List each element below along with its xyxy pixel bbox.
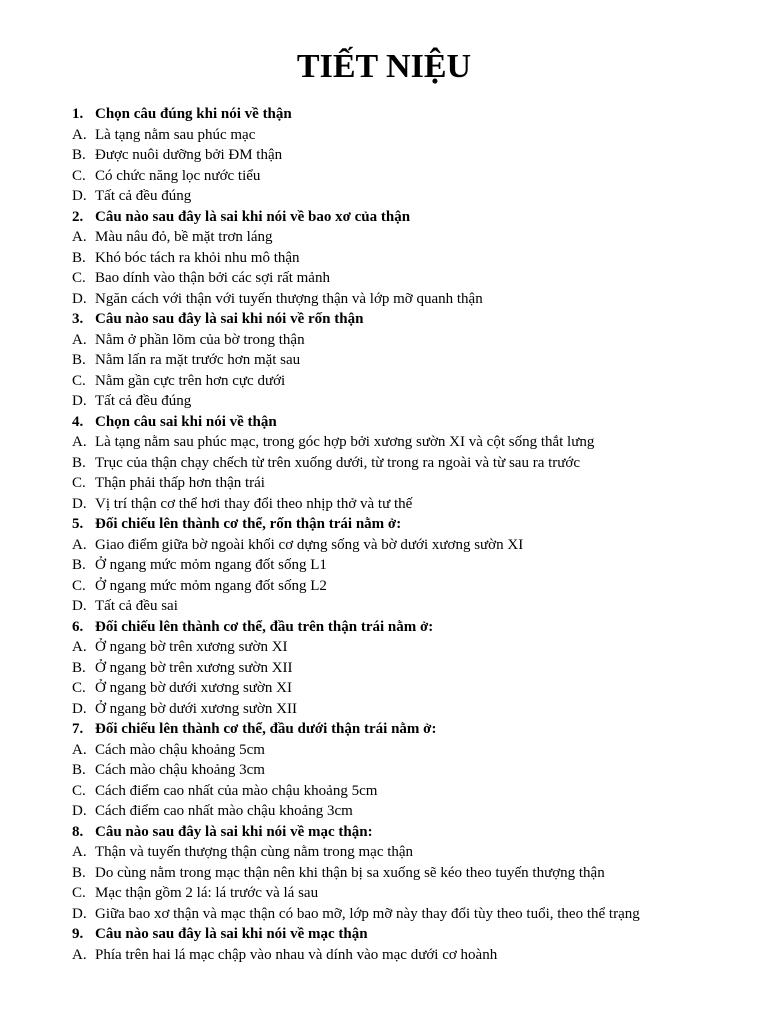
question-line <box>72 207 752 228</box>
question-line <box>72 309 752 330</box>
option-text: Ở ngang bờ dưới xương sườn XII <box>95 700 297 717</box>
answer-option <box>72 350 752 371</box>
option-label: D. <box>72 393 87 409</box>
question-line <box>72 514 752 535</box>
option-label: A. <box>72 434 87 450</box>
option-label: A. <box>72 741 87 758</box>
answer-option <box>72 596 752 617</box>
option-text: Nằm gần cực trên hơn cực dưới <box>95 372 286 389</box>
answer-option <box>72 863 752 884</box>
question-line <box>72 617 752 638</box>
option-text: Nằm ở phần lõm của bờ trong thận <box>95 331 305 348</box>
question-number: 1. <box>72 106 84 122</box>
option-text: Tất cả đều đúng <box>95 393 192 409</box>
option-text: Thận phải thấp hơn thận trái <box>95 475 265 491</box>
answer-option <box>72 371 752 392</box>
answer-option <box>72 186 752 207</box>
answer-option <box>72 145 752 166</box>
option-text: Màu nâu đỏ, bề mặt trơn láng <box>95 229 273 245</box>
answer-option <box>72 658 752 679</box>
answer-option <box>72 740 752 761</box>
question-number: 3. <box>72 311 84 327</box>
option-text: Ở ngang bờ dưới xương sườn XI <box>95 680 292 696</box>
option-label: C. <box>72 270 86 286</box>
option-text: Ngăn cách với thận với tuyến thượng thận và lớp mỡ quanh thận <box>95 290 483 307</box>
answer-option <box>72 268 752 289</box>
answer-option <box>72 904 752 925</box>
question-line <box>72 412 752 433</box>
answer-option <box>72 535 752 556</box>
answer-option <box>72 760 752 781</box>
answer-option <box>72 289 752 310</box>
option-label: C. <box>72 885 86 901</box>
option-label: C. <box>72 680 86 696</box>
question-text: Chọn câu sai khi nói về thận <box>95 413 277 430</box>
question-number: 4. <box>72 413 84 430</box>
option-text: Được nuôi dưỡng bởi ĐM thận <box>95 147 283 163</box>
option-label: B. <box>72 454 86 471</box>
option-label: C. <box>72 372 86 389</box>
question-text: Đối chiếu lên thành cơ thể, đầu trên thận trái nằm ở: <box>95 618 434 635</box>
option-text: Cách mào chậu khoảng 3cm <box>95 762 265 778</box>
option-text: Tất cả đều đúng <box>95 188 192 204</box>
answer-option <box>72 678 752 699</box>
question-text: Đối chiếu lên thành cơ thể, rốn thận trái nằm ở: <box>95 516 402 532</box>
answer-option <box>72 166 752 187</box>
option-text: Phía trên hai lá mạc chập vào nhau và dính vào mạc dưới cơ hoành <box>95 946 498 963</box>
option-text: Có chức năng lọc nước tiểu <box>95 167 261 184</box>
answer-option <box>72 781 752 802</box>
answer-option <box>72 576 752 597</box>
option-label: D. <box>72 803 87 819</box>
option-label: B. <box>72 762 86 778</box>
option-label: B. <box>72 352 86 368</box>
answer-option <box>72 330 752 351</box>
option-label: C. <box>72 167 86 184</box>
question-number: 8. <box>72 823 84 840</box>
option-text: Khó bóc tách ra khỏi nhu mô thận <box>95 249 300 266</box>
question-number: 7. <box>72 721 84 737</box>
option-text: Ở ngang mức mỏm ngang đốt sống L2 <box>95 577 327 594</box>
question-text: Chọn câu đúng khi nói về thận <box>95 106 292 122</box>
answer-option <box>72 494 752 515</box>
option-label: A. <box>72 844 87 860</box>
option-label: A. <box>72 946 87 963</box>
option-text: Là tạng nằm sau phúc mạc <box>95 126 256 143</box>
option-label: C. <box>72 782 86 799</box>
question-line <box>72 924 752 945</box>
answer-option <box>72 432 752 453</box>
option-label: D. <box>72 598 87 614</box>
page-title: TIẾT NIỆU <box>296 48 472 85</box>
question-number: 2. <box>72 208 84 225</box>
option-label: A. <box>72 229 87 245</box>
question-text: Câu nào sau đây là sai khi nói về mạc thận <box>95 926 368 942</box>
answer-option <box>72 453 752 474</box>
option-label: C. <box>72 475 86 491</box>
option-label: D. <box>72 290 87 307</box>
option-label: D. <box>72 700 87 717</box>
option-text: Ở ngang bờ trên xương sườn XI <box>95 639 288 655</box>
question-number: 5. <box>72 516 84 532</box>
option-text: Ở ngang mức mỏm ngang đốt sống L1 <box>95 557 327 573</box>
option-label: B. <box>72 659 86 676</box>
option-text: Cách điểm cao nhất mào chậu khoảng 3cm <box>95 803 353 819</box>
answer-option <box>72 801 752 822</box>
option-text: Vị trí thận cơ thể hơi thay đổi theo nhịp thở và tư thế <box>95 495 413 512</box>
question-line <box>72 822 752 843</box>
option-label: A. <box>72 331 87 348</box>
option-text: Là tạng nằm sau phúc mạc, trong góc hợp bởi xương sườn XI và cột sống thắt lưng <box>95 434 595 450</box>
answer-option <box>72 842 752 863</box>
question-line <box>72 104 752 125</box>
option-text: Mạc thận gồm 2 lá: lá trước và lá sau <box>95 885 319 901</box>
option-label: A. <box>72 536 87 553</box>
option-label: B. <box>72 147 86 163</box>
question-text: Đối chiếu lên thành cơ thể, đầu dưới thận trái nằm ở: <box>95 721 437 737</box>
question-number: 9. <box>72 926 84 942</box>
option-text: Cách điểm cao nhất của mào chậu khoảng 5cm <box>95 782 378 799</box>
option-text: Thận và tuyến thượng thận cùng nằm trong mạc thận <box>95 844 414 860</box>
option-label: D. <box>72 905 87 922</box>
question-text: Câu nào sau đây là sai khi nói về rốn thận <box>95 311 364 327</box>
option-label: B. <box>72 249 86 266</box>
question-line <box>72 719 752 740</box>
option-text: Giữa bao xơ thận và mạc thận có bao mỡ, lớp mỡ này thay đổi tùy theo tuổi, theo thể trạng <box>95 905 640 922</box>
option-text: Do cùng nằm trong mạc thận nên khi thận bị sa xuống sẽ kéo theo tuyến thượng thận <box>95 864 605 881</box>
question-text: Câu nào sau đây là sai khi nói về bao xơ của thận <box>95 208 411 225</box>
answer-option <box>72 248 752 269</box>
answer-option <box>72 125 752 146</box>
option-text: Giao điểm giữa bờ ngoài khối cơ dựng sống và bờ dưới xương sườn XI <box>95 536 524 553</box>
option-label: C. <box>72 577 86 594</box>
option-label: B. <box>72 557 86 573</box>
answer-option <box>72 227 752 248</box>
option-text: Ở ngang bờ trên xương sườn XII <box>95 659 293 676</box>
answer-option <box>72 637 752 658</box>
option-text: Bao dính vào thận bởi các sợi rất mảnh <box>95 270 330 286</box>
option-text: Nằm lấn ra mặt trước hơn mặt sau <box>95 352 301 368</box>
option-text: Tất cả đều sai <box>95 598 178 614</box>
answer-option <box>72 473 752 494</box>
answer-option <box>72 945 752 966</box>
option-label: A. <box>72 639 87 655</box>
question-list <box>72 104 752 965</box>
option-text: Trục của thận chạy chếch từ trên xuống dưới, từ trong ra ngoài và từ sau ra trước <box>95 454 580 471</box>
option-label: D. <box>72 188 87 204</box>
answer-option <box>72 391 752 412</box>
answer-option <box>72 555 752 576</box>
answer-option <box>72 699 752 720</box>
option-label: A. <box>72 126 87 143</box>
option-text: Cách mào chậu khoảng 5cm <box>95 741 265 758</box>
option-label: B. <box>72 864 86 881</box>
question-number: 6. <box>72 618 84 635</box>
question-text: Câu nào sau đây là sai khi nói về mạc thận: <box>95 823 373 840</box>
option-label: D. <box>72 495 87 512</box>
answer-option <box>72 883 752 904</box>
